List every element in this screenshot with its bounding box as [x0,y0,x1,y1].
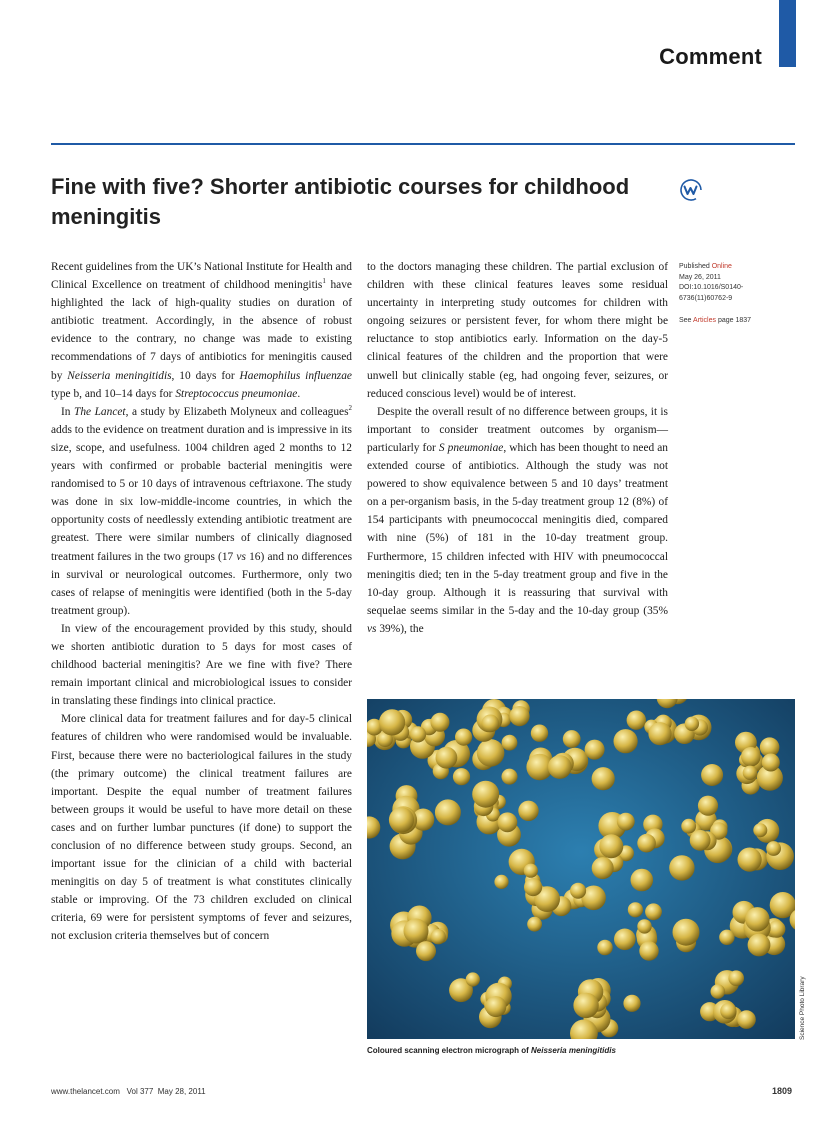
coccus-cell [599,834,623,858]
online-link[interactable]: Online [711,263,732,270]
w-circle-icon[interactable] [679,178,703,202]
coccus-cell [745,907,769,931]
coccus-cell [389,807,414,832]
coccus-cell [627,711,646,730]
coccus-cell [645,903,662,920]
coccus-cell [379,709,405,735]
coccus-cell [472,781,499,808]
coccus-cell [719,930,734,945]
coccus-cell [573,993,598,1018]
coccus-cell [416,941,436,961]
coccus-cell [502,735,518,751]
coccus-cell [637,919,651,933]
coccus-cell [570,883,586,899]
coccus-cell [617,813,635,831]
coccus-cell [482,715,500,733]
see-label: See [679,317,692,324]
coccus-cell [455,729,472,746]
coccus-cell [592,767,615,790]
coccus-cell [738,848,762,872]
coccus-cell [741,747,761,767]
articles-link[interactable]: Articles [693,317,716,324]
reference-1[interactable]: 1 [322,277,326,286]
coccus-cell [597,940,612,955]
coccus-cell [431,713,450,732]
coccus-cell [631,869,654,892]
published-label: Published [679,263,710,270]
paragraph: More clinical data for treatment failures and for day-5 clinical features of children who were randomised would be invaluable. First, because there were no bacteriological failures in the study (the primary outcome) the clinical treatment failures are important. Despite the equal number of treatment failures between groups it would be useful to have more detail on these cases and on further lumbar punctures (if done) to support the conclusion of no difference between study groups. Second, an important issue for the clinician of a child with bacterial meningitis on day 5 of treatment is what constitutes clinically stable or improving. Of the 73 children excluded on clinical criteria, 69 were for persistent symptoms of fever and seizures, not exclusion criteria themselves but of concern [51,713,352,943]
coccus-cell [669,855,694,880]
coccus-cell [711,984,726,999]
coccus-cell [681,819,696,834]
coccus-cell [720,1003,736,1019]
section-label: Comment [659,44,762,69]
coccus-cell [648,722,671,745]
coccus-cell [563,730,581,748]
section-color-bar [779,0,796,67]
coccus-cell [698,796,718,816]
coccus-cell [498,812,518,832]
header-rule [51,143,795,145]
coccus-cell [509,706,529,726]
coccus-cell [466,972,480,986]
coccus-cell [431,929,446,944]
coccus-cell [743,766,757,780]
paragraph: Despite the overall result of no difference between groups, it is important to consider treatment outcomes by organism—particularly for S pneumoniae, which has been thought to need an extended course of antibiotics. Although the study was not powered to show equivalence between 5 and 10 days’ treatment on a per-organism basis, in the 5-day treatment group 12 (8%) of 154 participants with pneumococcal meningitis died, compared with nine (5%) of 181 in the 10-day treatment group. Furthermore, 15 children infected with HIV with pneumococcal meningitis died; ten in the 5-day treatment group and five in the 10-day group. Although it is reassuring that survival with sequelae seems similar in the 5-day and the 10-day group (35% vs 39%), the [367,405,668,635]
paragraph: In The Lancet, a study by Elizabeth Molyneux and colleagues$^2$ adds to the evidence on treatment duration and is impressive in its size, scope, and usefulness. 1004 children aged 2 months to 12 years with confirmed or probable bacterial meningitis were randomised to 5 or 10 days of intravenous ceftriaxone. The study was done in six low-middle-income countries, in which the opportunity costs of needlessly extending antibiotic treatment are greatest. There were similar numbers of clinically diagnosed treatment failures in the two groups (17 vs 16) and no differences in survival or neurological outcomes. Furthermore, only two cases of relapse of meningitis were identified (both in the 5-day treatment group). [51,403,353,617]
paragraph: to the doctors managing these children. The partial exclusion of children with these clinical features leaves some residual uncertainty in interpreting study outcomes for children with ongoing seizures or persistent fever, for whom there might be reluctance to stop antibiotics early. Information on the day-5 clinical features of the children and the proportion that were unwell but clinically stable (eg, had ongoing fever, seizures, or reduced conscious level) would be of interest. [367,261,668,400]
journal-website[interactable]: www.thelancet.com [51,1087,120,1096]
coccus-cell [766,841,781,856]
coccus-cell [637,834,656,853]
coccus-cell [701,764,723,786]
page-reference: page 1837 [717,317,752,324]
coccus-cell [531,725,548,742]
coccus-cell [404,919,429,944]
coccus-cell [502,769,518,785]
coccus-cell [748,934,771,957]
coccus-cell [585,740,605,760]
coccus-cell [685,717,699,731]
coccus-cell [436,747,458,769]
coccus-cell [410,726,426,742]
coccus-cell [690,830,711,851]
coccus-cell [673,919,700,946]
coccus-cell [728,970,744,986]
coccus-cell [623,995,640,1012]
coccus-cell [524,878,542,896]
coccus-cell [628,902,643,917]
reference-2[interactable]: 2 [348,403,353,412]
doi: DOI:10.1016/S0140-6736(11)60762-9 [679,284,744,302]
coccus-cell [527,917,542,932]
footer-citation: www.thelancet.com Vol 377 May 28, 2011 [51,1087,206,1096]
coccus-cell [639,941,658,960]
article-title: Fine with five? Shorter antibiotic courses for childhood meningitis [51,174,630,229]
micrograph-image [367,699,795,1039]
paragraph: In view of the encouragement provided by this study, should we shorten antibiotic duration to 5 days for most cases of childhood bacterial meningitis? Are we fine with five? There remain important clinical and microbiological issues to consider in translating these findings into clinical practice. [51,622,352,708]
coccus-cell [737,1010,756,1029]
body-column-right [367,258,668,638]
coccus-cell [477,739,505,767]
coccus-cell [494,875,508,889]
figure-caption: Coloured scanning electron micrograph of Neisseria meningitidis [367,1046,616,1055]
photo-credit: Science Photo Library [799,976,806,1040]
coccus-cell [453,768,470,785]
coccus-cell [614,929,636,951]
article-sidebar [679,262,759,327]
body-column-left [51,258,352,946]
coccus-cell [592,857,614,879]
coccus-cell [485,996,506,1017]
coccus-cell [548,755,572,779]
paragraph: Recent guidelines from the UK’s National Institute for Health and Clinical Excellence on treatment of childhood meningitis$^1$ have highlighted the lack of high-quality studies on duration of antibiotic treatment. Accordingly, in the absence of robust evidence to the contrary, no change was made to existing recommendations of 7 days of antibiotics for meningitis caused by Neisseria meningitidis, 10 days for Haemophilus influenzae type b, and 10–14 days for Streptococcus pneumoniae. [51,261,352,400]
coccus-cell [524,864,538,878]
page-number: 1809 [771,1086,792,1096]
coccus-cell [435,799,461,825]
coccus-cell [753,823,767,837]
coccus-cell [614,729,638,753]
published-date: May 26, 2011 [679,273,721,281]
coccus-cell [518,801,538,821]
coccus-cell [762,754,780,772]
